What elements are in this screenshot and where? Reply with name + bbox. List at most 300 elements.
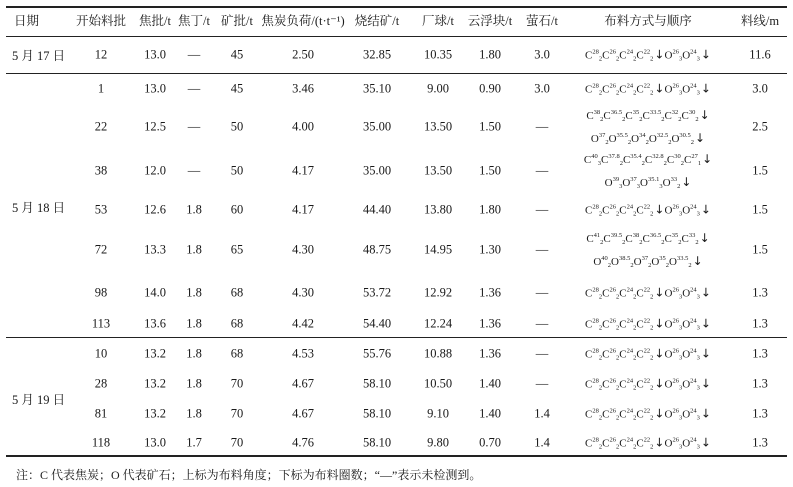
rings-subscript: 2 xyxy=(633,354,637,362)
charging-line xyxy=(585,78,711,101)
cell-coke-batch: 12.5 xyxy=(144,119,166,134)
cell-coke-load: 4.00 xyxy=(292,119,314,134)
angle-superscript: 24 xyxy=(690,436,697,444)
cell-pellet: 14.95 xyxy=(423,242,453,257)
token-letter: O xyxy=(664,83,673,96)
coke-token xyxy=(625,110,642,122)
ore-token xyxy=(682,84,700,96)
charging-line xyxy=(586,104,709,127)
down-arrow-icon: ↓ xyxy=(702,152,713,166)
coke-token xyxy=(682,110,699,122)
angle-superscript: 30 xyxy=(674,153,681,160)
cell-pellet: 10.88 xyxy=(423,346,453,361)
coke-token xyxy=(602,409,619,421)
down-arrow-icon: ↓ xyxy=(700,285,711,300)
header-coke-batch: 焦批/t xyxy=(139,14,171,28)
charging-line xyxy=(586,227,709,250)
ore-token xyxy=(640,177,663,189)
token-letter: C xyxy=(602,348,610,361)
angle-superscript: 33.5 xyxy=(649,109,662,116)
down-arrow-icon: ↓ xyxy=(700,81,711,96)
rings-subscript: 3 xyxy=(696,210,700,218)
rings-subscript: 3 xyxy=(678,384,683,392)
ore-token xyxy=(682,288,700,300)
angle-superscript: 28 xyxy=(592,436,599,444)
angle-superscript: 26 xyxy=(672,317,679,325)
coke-token xyxy=(586,233,603,245)
rings-subscript: 2 xyxy=(627,139,632,146)
charging-line xyxy=(585,403,711,426)
token-letter: C xyxy=(619,437,627,450)
cell-pellet: 13.50 xyxy=(423,163,453,178)
angle-superscript: 28 xyxy=(592,317,599,325)
cell-lump: 1.80 xyxy=(479,202,501,217)
token-letter: C xyxy=(619,83,627,96)
cell-coke-load: 3.46 xyxy=(292,81,314,96)
rings-subscript: 2 xyxy=(615,354,620,362)
coke-token xyxy=(585,409,602,421)
cell-coke-load: 4.17 xyxy=(292,163,314,178)
angle-superscript: 40 xyxy=(591,153,598,160)
ore-token xyxy=(651,256,669,268)
token-letter: C xyxy=(619,204,627,217)
token-letter: O xyxy=(651,256,660,268)
cell-start-batch: 38 xyxy=(94,163,108,178)
down-arrow-icon: ↓ xyxy=(654,316,665,331)
angle-superscript: 28 xyxy=(592,48,599,56)
cell-coke-load: 4.76 xyxy=(292,435,314,450)
charging-sequence xyxy=(585,199,711,222)
coke-token xyxy=(585,205,602,217)
angle-superscript: 35 xyxy=(671,232,679,239)
cell-coke-load: 4.17 xyxy=(292,202,314,217)
rings-subscript: 1 xyxy=(697,160,702,167)
angle-superscript: 33.5 xyxy=(676,255,689,262)
rings-subscript: 2 xyxy=(615,210,620,218)
down-arrow-icon: ↓ xyxy=(700,346,711,361)
rings-subscript: 2 xyxy=(598,384,603,392)
angle-superscript: 37 xyxy=(641,255,649,262)
coke-token xyxy=(619,50,636,62)
angle-superscript: 24 xyxy=(626,407,634,415)
cell-pellet: 9.00 xyxy=(427,81,449,96)
token-letter: C xyxy=(602,204,610,217)
charging-sequence xyxy=(585,403,711,426)
rings-subscript: 2 xyxy=(688,262,692,269)
token-letter: C xyxy=(644,154,653,166)
angle-superscript: 26 xyxy=(672,82,679,90)
cell-ore-batch: 68 xyxy=(230,285,244,300)
charging-line xyxy=(585,282,711,305)
coke-token xyxy=(636,288,653,300)
coke-token xyxy=(645,154,667,166)
coke-token xyxy=(601,154,623,166)
coke-token xyxy=(602,349,619,361)
angle-superscript: 26 xyxy=(672,203,679,211)
cell-nut-coke: 1.8 xyxy=(186,285,202,300)
cell-ore-batch: 45 xyxy=(230,81,244,96)
cell-coke-batch: 13.2 xyxy=(144,406,166,421)
angle-superscript: 27 xyxy=(691,153,698,160)
rings-subscript: 2 xyxy=(648,262,652,269)
header-rule xyxy=(6,36,787,37)
rings-subscript: 2 xyxy=(677,183,681,190)
down-arrow-icon: ↓ xyxy=(699,231,710,245)
angle-superscript: 39 xyxy=(612,176,620,183)
cell-lump: 1.40 xyxy=(479,376,501,391)
charging-sequence xyxy=(586,104,709,150)
token-letter: O xyxy=(682,83,691,96)
down-arrow-icon: ↓ xyxy=(654,285,665,300)
rings-subscript: 2 xyxy=(633,55,637,63)
rings-subscript: 2 xyxy=(633,210,637,218)
token-letter: C xyxy=(642,110,650,122)
token-letter: C xyxy=(602,83,610,96)
rings-subscript: 2 xyxy=(645,139,649,146)
angle-superscript: 22 xyxy=(643,82,651,90)
ore-token xyxy=(664,205,682,217)
cell-stockline: 1.5 xyxy=(752,242,768,257)
charging-sequence xyxy=(585,373,711,396)
token-letter: C xyxy=(603,110,611,122)
rings-subscript: 2 xyxy=(615,55,620,63)
ore-token xyxy=(682,319,700,331)
header-stockline: 料线/m xyxy=(740,14,780,28)
cell-nut-coke: — xyxy=(187,47,201,62)
rings-subscript: 3 xyxy=(696,293,700,301)
cell-ore-batch: 70 xyxy=(230,406,244,421)
coke-token xyxy=(636,50,653,62)
ore-token xyxy=(664,349,682,361)
rings-subscript: 2 xyxy=(680,160,684,167)
coke-token xyxy=(585,319,602,331)
token-letter: C xyxy=(603,233,611,245)
cell-ore-batch: 50 xyxy=(230,163,244,178)
cell-nut-coke: 1.8 xyxy=(186,346,202,361)
cell-pellet: 12.92 xyxy=(423,285,453,300)
coke-token xyxy=(585,438,602,450)
angle-superscript: 26 xyxy=(609,317,616,325)
token-letter: C xyxy=(583,154,592,166)
group-rule-2 xyxy=(6,337,787,338)
token-letter: O xyxy=(671,133,680,145)
cell-start-batch: 10 xyxy=(94,346,108,361)
angle-superscript: 33 xyxy=(688,232,696,239)
cell-fluorite: 1.4 xyxy=(534,435,550,450)
ore-token xyxy=(664,84,682,96)
token-letter: C xyxy=(636,378,644,391)
cell-coke-batch: 13.2 xyxy=(144,346,166,361)
rings-subscript: 2 xyxy=(633,414,637,422)
cell-sinter: 53.72 xyxy=(362,285,392,300)
token-letter: O xyxy=(682,287,691,300)
date-label: 5 月 17 日 xyxy=(12,49,66,63)
charging-sequence xyxy=(585,432,711,455)
down-arrow-icon: ↓ xyxy=(699,108,710,122)
token-letter: C xyxy=(586,110,594,122)
down-arrow-icon: ↓ xyxy=(692,254,703,268)
token-letter: C xyxy=(586,233,594,245)
token-letter: C xyxy=(636,318,644,331)
rings-subscript: 2 xyxy=(633,293,637,301)
rings-subscript: 2 xyxy=(661,116,665,123)
token-letter: C xyxy=(619,378,627,391)
ore-token xyxy=(664,409,682,421)
ore-token xyxy=(664,379,682,391)
coke-token xyxy=(585,288,602,300)
rings-subscript: 2 xyxy=(633,384,637,392)
cell-coke-batch: 13.6 xyxy=(144,316,166,331)
cell-coke-batch: 12.0 xyxy=(144,163,166,178)
rings-subscript: 3 xyxy=(678,354,683,362)
cell-stockline: 11.6 xyxy=(749,47,771,62)
rings-subscript: 3 xyxy=(678,414,683,422)
down-arrow-icon: ↓ xyxy=(654,47,665,62)
down-arrow-icon: ↓ xyxy=(695,131,706,145)
cell-lump: 1.36 xyxy=(479,316,501,331)
token-letter: C xyxy=(622,154,631,166)
charging-sequence xyxy=(585,282,711,305)
cell-coke-batch: 13.3 xyxy=(144,242,166,257)
cell-fluorite: — xyxy=(535,376,549,391)
ore-token xyxy=(682,349,700,361)
token-letter: C xyxy=(625,233,633,245)
coke-token xyxy=(636,409,653,421)
coke-token xyxy=(667,154,684,166)
coke-token xyxy=(636,319,653,331)
ore-token xyxy=(682,50,700,62)
cell-nut-coke: 1.8 xyxy=(186,376,202,391)
angle-superscript: 24 xyxy=(690,82,697,90)
cell-ore-batch: 50 xyxy=(230,119,244,134)
token-letter: O xyxy=(611,256,619,268)
token-letter: O xyxy=(669,256,677,268)
coke-token xyxy=(602,288,619,300)
cell-sinter: 44.40 xyxy=(362,202,392,217)
angle-superscript: 26 xyxy=(672,48,679,56)
header-start-batch: 开始料批 xyxy=(75,14,127,28)
header-sinter: 烧结矿/t xyxy=(354,14,400,28)
rings-subscript: 3 xyxy=(696,89,700,97)
token-letter: O xyxy=(604,177,613,189)
down-arrow-icon: ↓ xyxy=(654,376,665,391)
rings-subscript: 2 xyxy=(622,116,626,123)
angle-superscript: 26 xyxy=(609,48,616,56)
angle-superscript: 24 xyxy=(626,286,634,294)
down-arrow-icon: ↓ xyxy=(700,202,711,217)
coke-token xyxy=(619,319,636,331)
cell-coke-load: 4.30 xyxy=(292,242,314,257)
cell-stockline: 1.3 xyxy=(752,406,768,421)
coke-token xyxy=(664,233,681,245)
rings-subscript: 2 xyxy=(630,262,634,269)
coke-token xyxy=(664,110,681,122)
token-letter: C xyxy=(602,287,610,300)
charging-line xyxy=(585,199,711,222)
token-letter: C xyxy=(681,233,689,245)
cell-ore-batch: 70 xyxy=(230,435,244,450)
cell-nut-coke: 1.8 xyxy=(186,406,202,421)
angle-superscript: 35.4 xyxy=(630,153,642,160)
token-letter: C xyxy=(619,287,627,300)
rings-subscript: 2 xyxy=(600,116,604,123)
token-letter: C xyxy=(636,83,644,96)
charging-sequence xyxy=(585,44,711,67)
down-arrow-icon: ↓ xyxy=(700,376,711,391)
coke-token xyxy=(682,233,699,245)
cell-coke-batch: 12.6 xyxy=(144,202,166,217)
cell-sinter: 58.10 xyxy=(362,406,392,421)
token-letter: O xyxy=(664,348,673,361)
down-arrow-icon: ↓ xyxy=(654,406,665,421)
cell-stockline: 1.5 xyxy=(752,202,768,217)
rings-subscript: 3 xyxy=(678,55,683,63)
rings-subscript: 3 xyxy=(619,183,623,190)
ore-token xyxy=(664,319,682,331)
token-letter: C xyxy=(683,154,692,166)
coke-token xyxy=(585,84,602,96)
angle-superscript: 32.8 xyxy=(652,153,664,160)
ore-token xyxy=(664,288,682,300)
token-letter: C xyxy=(602,378,610,391)
angle-superscript: 32.5 xyxy=(656,132,669,139)
angle-superscript: 26 xyxy=(609,82,616,90)
cell-sinter: 55.76 xyxy=(362,346,392,361)
cell-stockline: 1.5 xyxy=(752,163,768,178)
rings-subscript: 3 xyxy=(597,160,601,167)
coke-token xyxy=(584,154,601,166)
cell-lump: 1.36 xyxy=(479,285,501,300)
cell-lump: 1.40 xyxy=(479,406,501,421)
token-letter: O xyxy=(682,408,691,421)
cell-fluorite: 3.0 xyxy=(534,47,550,62)
rings-subscript: 2 xyxy=(633,443,637,451)
rings-subscript: 2 xyxy=(663,160,667,167)
cell-coke-load: 4.67 xyxy=(292,406,314,421)
coke-token xyxy=(602,84,619,96)
token-letter: O xyxy=(631,133,640,145)
coke-token xyxy=(619,205,636,217)
header-nut-coke: 焦丁/t xyxy=(178,14,210,28)
charging-sequence xyxy=(585,78,711,101)
angle-superscript: 24 xyxy=(690,203,697,211)
cell-lump: 1.36 xyxy=(479,346,501,361)
rings-subscript: 2 xyxy=(598,354,603,362)
rings-subscript: 2 xyxy=(615,443,620,451)
rings-subscript: 2 xyxy=(615,89,620,97)
cell-start-batch: 53 xyxy=(94,202,108,217)
rings-subscript: 3 xyxy=(659,183,663,190)
rings-subscript: 3 xyxy=(678,293,683,301)
angle-superscript: 22 xyxy=(643,203,651,211)
angle-superscript: 24 xyxy=(690,48,697,56)
token-letter: O xyxy=(664,437,673,450)
angle-superscript: 36.5 xyxy=(610,109,623,116)
cell-stockline: 1.3 xyxy=(752,346,768,361)
cell-coke-batch: 13.0 xyxy=(144,435,166,450)
token-letter: C xyxy=(602,437,610,450)
angle-superscript: 26 xyxy=(672,286,679,294)
angle-superscript: 28 xyxy=(592,82,599,90)
rings-subscript: 2 xyxy=(678,116,682,123)
angle-superscript: 22 xyxy=(643,436,651,444)
ore-token xyxy=(682,205,700,217)
token-letter: C xyxy=(585,83,593,96)
ore-token xyxy=(611,256,634,268)
ore-token xyxy=(682,409,700,421)
angle-superscript: 22 xyxy=(643,286,651,294)
coke-token xyxy=(636,379,653,391)
rings-subscript: 2 xyxy=(598,89,603,97)
ore-token xyxy=(593,256,611,268)
rings-subscript: 2 xyxy=(615,414,620,422)
coke-token xyxy=(602,205,619,217)
cell-pellet: 13.50 xyxy=(423,119,453,134)
rings-subscript: 2 xyxy=(650,293,654,301)
charging-line xyxy=(585,343,711,366)
cell-pellet: 9.10 xyxy=(427,406,449,421)
angle-superscript: 24 xyxy=(690,347,697,355)
token-letter: O xyxy=(648,133,657,145)
charging-sequence xyxy=(584,148,712,194)
ore-token xyxy=(631,133,649,145)
cell-pellet: 9.80 xyxy=(427,435,449,450)
coke-token xyxy=(619,84,636,96)
table-note: 注：C 代表焦炭；O 代表矿石；上标为布料角度；下标为布料圈数；“—”表示未检测到。 xyxy=(16,468,482,482)
angle-superscript: 26 xyxy=(672,436,679,444)
charging-line xyxy=(586,250,709,273)
coke-token xyxy=(602,319,619,331)
token-letter: C xyxy=(619,348,627,361)
cell-nut-coke: 1.8 xyxy=(186,316,202,331)
cell-stockline: 2.5 xyxy=(752,119,768,134)
angle-superscript: 32 xyxy=(671,109,679,116)
cell-lump: 1.50 xyxy=(479,163,501,178)
cell-sinter: 32.85 xyxy=(362,47,392,62)
angle-superscript: 28 xyxy=(592,347,599,355)
header-lump: 云浮块/t xyxy=(467,14,513,28)
rings-subscript: 2 xyxy=(598,210,603,218)
cell-ore-batch: 70 xyxy=(230,376,244,391)
coke-token xyxy=(623,154,645,166)
header-date: 日期 xyxy=(14,14,40,28)
rings-subscript: 3 xyxy=(636,183,641,190)
cell-lump: 1.30 xyxy=(479,242,501,257)
rings-subscript: 3 xyxy=(696,443,700,451)
angle-superscript: 30 xyxy=(688,109,696,116)
coke-token xyxy=(619,288,636,300)
cell-coke-load: 4.30 xyxy=(292,285,314,300)
date-label: 5 月 18 日 xyxy=(12,200,66,215)
angle-superscript: 24 xyxy=(626,377,634,385)
rings-subscript: 2 xyxy=(650,384,654,392)
coke-token xyxy=(636,84,653,96)
cell-start-batch: 1 xyxy=(97,81,105,96)
rings-subscript: 2 xyxy=(668,139,672,146)
angle-superscript: 24 xyxy=(690,317,697,325)
cell-start-batch: 113 xyxy=(91,316,111,331)
rings-subscript: 2 xyxy=(598,293,603,301)
angle-superscript: 24 xyxy=(690,407,697,415)
angle-superscript: 22 xyxy=(643,377,651,385)
angle-superscript: 30.5 xyxy=(679,132,691,139)
charging-sequence xyxy=(585,343,711,366)
cell-sinter: 48.75 xyxy=(362,242,392,257)
ore-token xyxy=(682,379,700,391)
rings-subscript: 3 xyxy=(678,443,683,451)
cell-sinter: 35.00 xyxy=(362,119,392,134)
cell-fluorite: — xyxy=(535,285,549,300)
